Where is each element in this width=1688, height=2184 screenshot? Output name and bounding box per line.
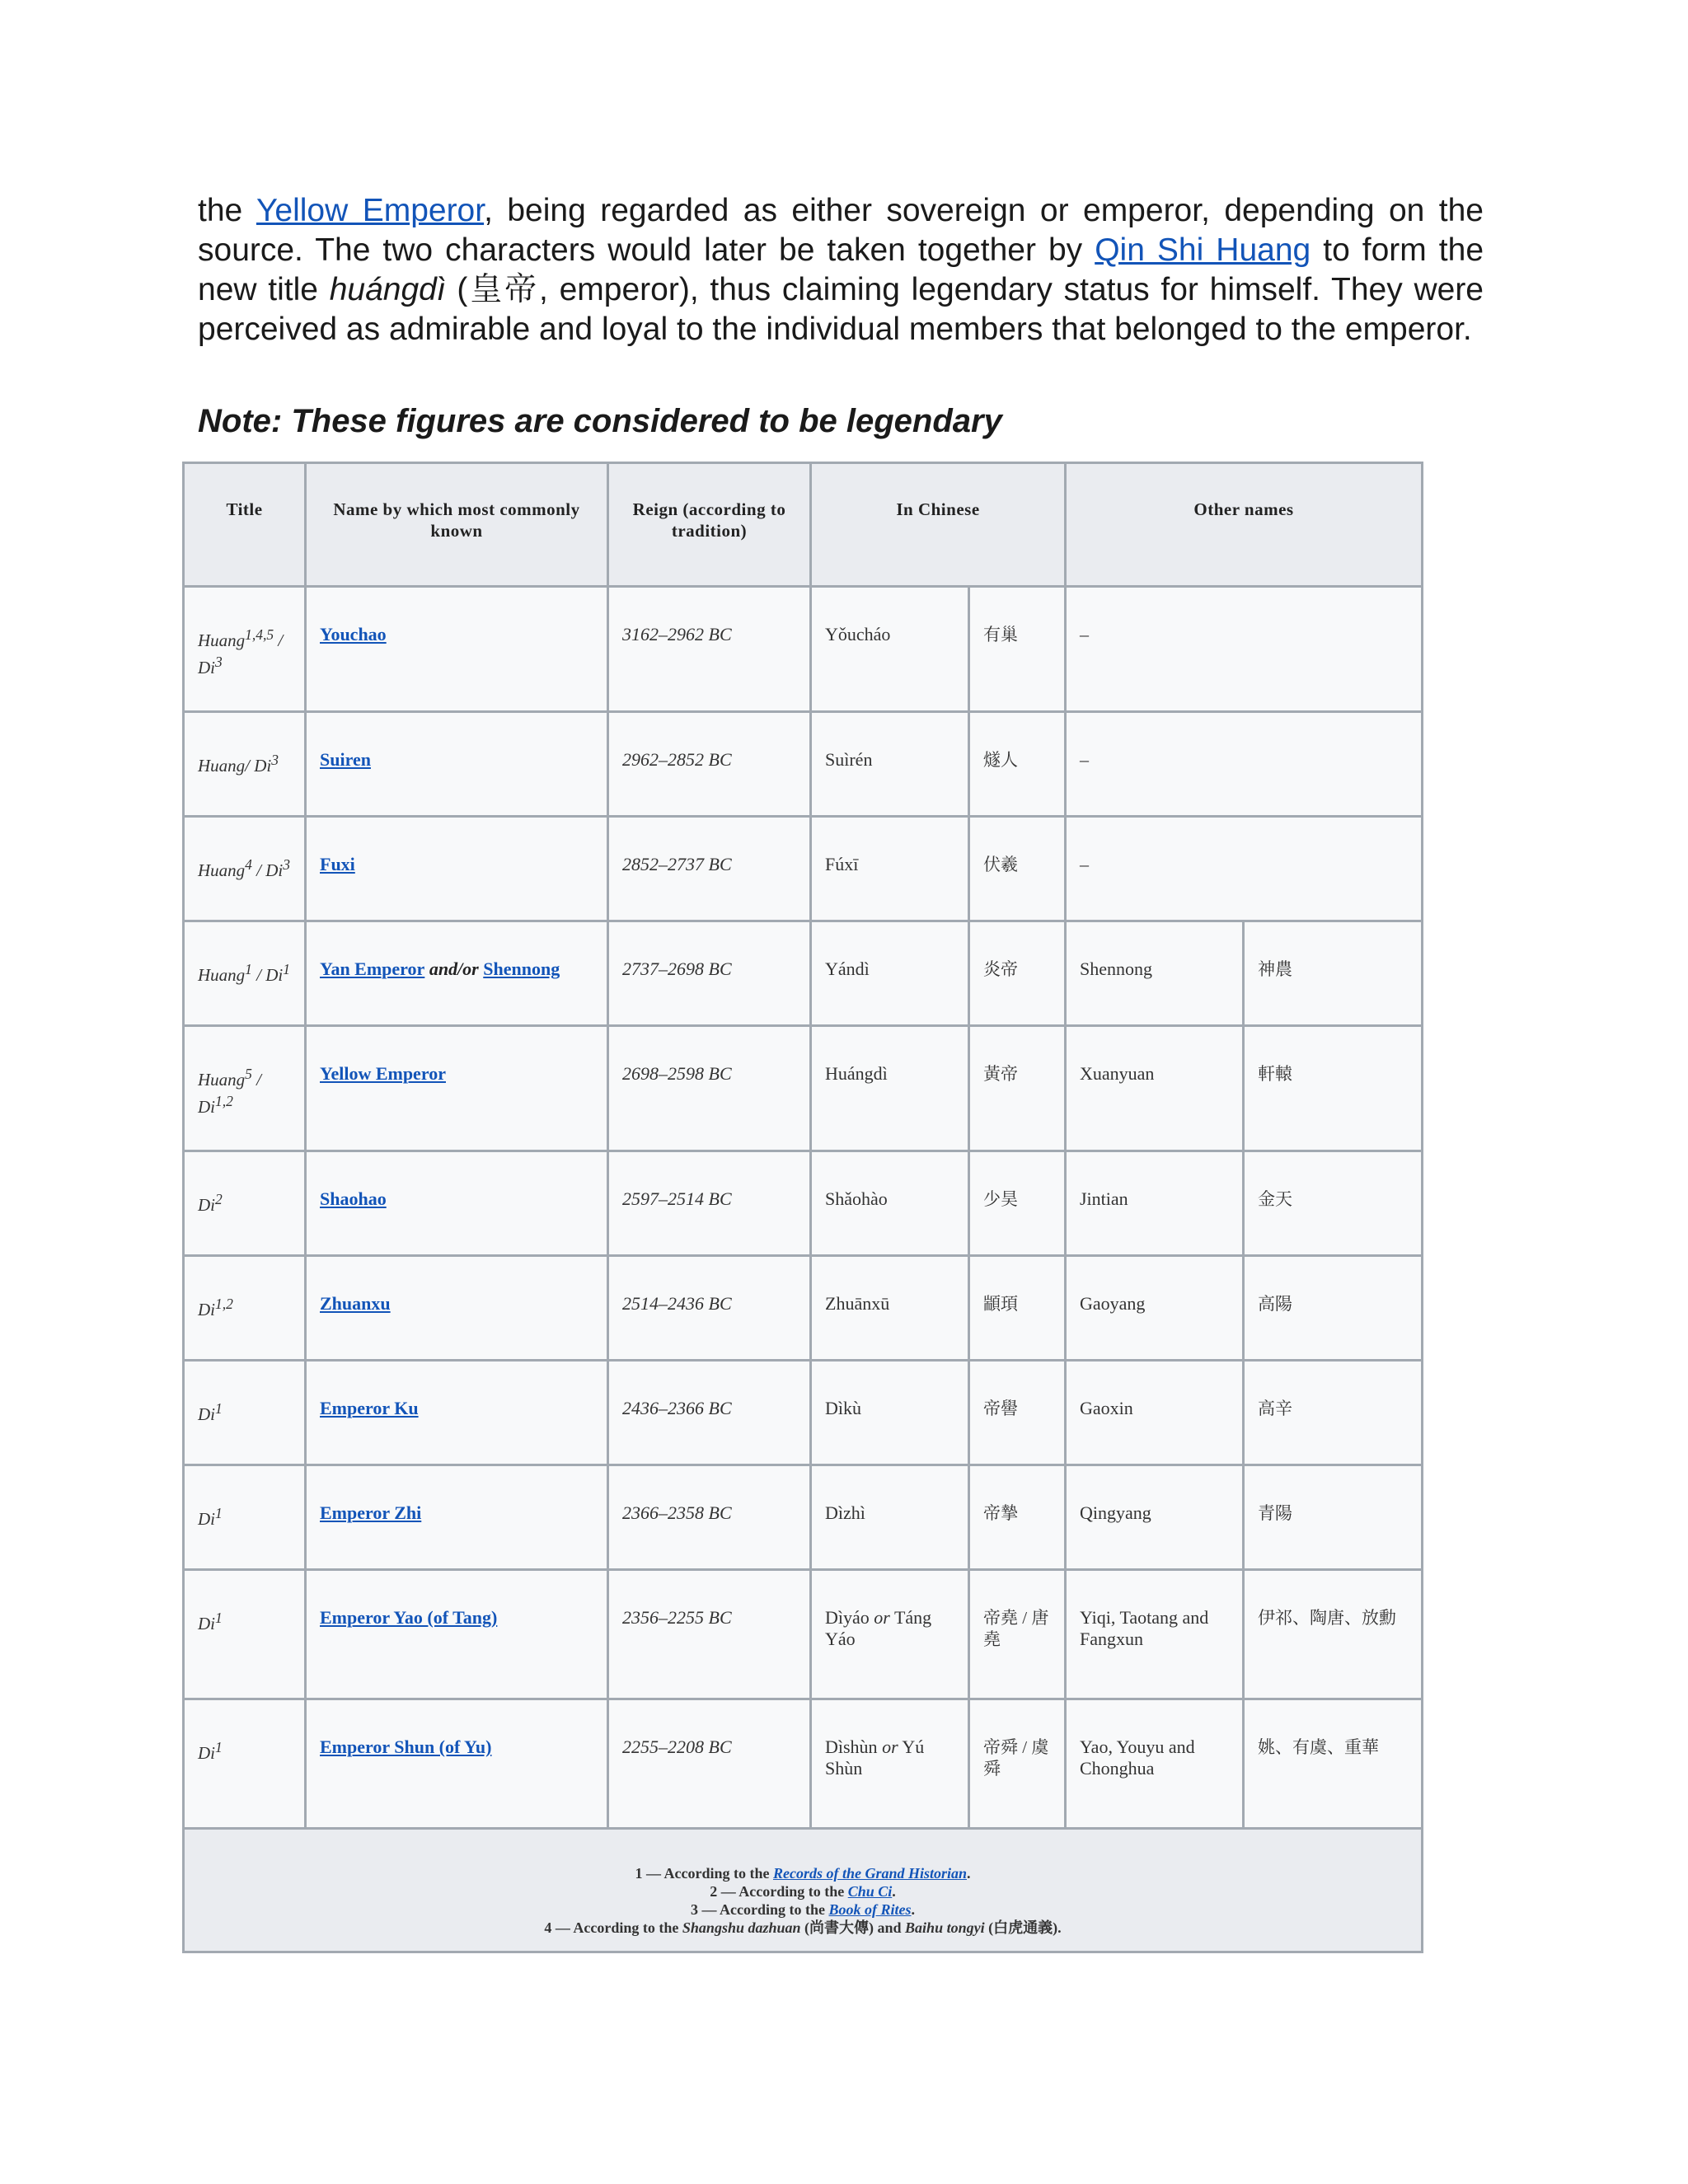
title-cell: Huang/ Di$^3$	[184, 712, 306, 817]
footnote-4-text: 4 — According to the	[544, 1919, 682, 1936]
other-name-cell: Jintian	[1066, 1151, 1244, 1256]
header-title: Title	[184, 463, 306, 587]
hanzi-cell: 炎帝	[969, 921, 1066, 1026]
title-cell: Huang$^5$ / Di$^{1,2}$	[184, 1026, 306, 1151]
huangdi-term: huángdì	[329, 272, 446, 307]
other-hanzi-cell: 高陽	[1244, 1256, 1423, 1361]
header-row	[184, 463, 1423, 587]
header-name: Name by which most commonly known	[306, 463, 608, 587]
pinyin-b: Táng Yáo	[825, 1607, 932, 1649]
other-hanzi-cell: 金天	[1244, 1151, 1423, 1256]
and-or-text: and/or	[429, 958, 479, 979]
other-hanzi-cell: 神農	[1244, 921, 1423, 1026]
emperor-yao-link[interactable]: Emperor Yao (of Tang)	[320, 1607, 498, 1628]
other-names-cell: –	[1066, 817, 1423, 921]
reign-cell: 2698–2598 BC	[608, 1026, 811, 1151]
table-row	[184, 1256, 1423, 1361]
pinyin-cell: Dìkù	[811, 1361, 969, 1465]
footnote-3-text: 3 — According to the	[691, 1901, 829, 1918]
title-cell: Di$^1$	[184, 1361, 306, 1465]
reign-cell: 2962–2852 BC	[608, 712, 811, 817]
table-row	[184, 817, 1423, 921]
other-name-cell: Shennong	[1066, 921, 1244, 1026]
other-hanzi-cell: 高辛	[1244, 1361, 1423, 1465]
pinyin-a: Dìshùn	[825, 1736, 878, 1757]
reign-cell: 2514–2436 BC	[608, 1256, 811, 1361]
qin-shi-huang-link[interactable]: Qin Shi Huang	[1095, 232, 1311, 268]
title-cell: Huang$^4$ / Di$^3$	[184, 817, 306, 921]
pinyin-cell: Suìrén	[811, 712, 969, 817]
other-name-cell: Yiqi, Taotang and Fangxun	[1066, 1570, 1244, 1699]
pinyin-cell	[811, 1570, 969, 1699]
name-cell	[306, 817, 608, 921]
other-name-cell: Xuanyuan	[1066, 1026, 1244, 1151]
pinyin-cell: Yǒucháo	[811, 587, 969, 712]
other-name-cell: Gaoyang	[1066, 1256, 1244, 1361]
emperor-shun-link[interactable]: Emperor Shun (of Yu)	[320, 1736, 492, 1757]
table-row	[184, 1699, 1423, 1829]
pinyin-cell: Yándì	[811, 921, 969, 1026]
table-row	[184, 1465, 1423, 1570]
or-text: or	[874, 1607, 890, 1628]
emperor-zhi-link[interactable]: Emperor Zhi	[320, 1502, 422, 1523]
reign-cell: 2436–2366 BC	[608, 1361, 811, 1465]
title-cell: Di$^1$	[184, 1570, 306, 1699]
suiren-link[interactable]: Suiren	[320, 749, 371, 770]
title-cell: Di$^1$	[184, 1465, 306, 1570]
shangshu-hanzi: (尚書大傳)	[804, 1919, 874, 1936]
shaohao-link[interactable]: Shaohao	[320, 1188, 387, 1209]
name-cell	[306, 712, 608, 817]
pinyin-cell: Fúxī	[811, 817, 969, 921]
hanzi-cell: 伏羲	[969, 817, 1066, 921]
footnote-4: 4 — According to the Shangshu dazhuan (尚書大傳) and Baihu tongyi (白虎通義).	[544, 1919, 1062, 1936]
name-cell	[306, 1361, 608, 1465]
header-other-names: Other names	[1066, 463, 1423, 587]
chu-ci-link[interactable]: Chu Ci	[847, 1883, 893, 1900]
pinyin-cell	[811, 1699, 969, 1829]
name-cell	[306, 1465, 608, 1570]
hanzi-cell: 少昊	[969, 1151, 1066, 1256]
hanzi-cell: 帝堯 / 唐堯	[969, 1570, 1066, 1699]
pinyin-cell: Shǎohào	[811, 1151, 969, 1256]
shangshu-dazhuan-text: Shangshu dazhuan	[682, 1919, 801, 1936]
footnotes-cell	[184, 1829, 1423, 1952]
reign-cell: 2597–2514 BC	[608, 1151, 811, 1256]
other-hanzi-cell: 伊祁、陶唐、放勳	[1244, 1570, 1423, 1699]
name-cell	[306, 1699, 608, 1829]
reign-cell: 2852–2737 BC	[608, 817, 811, 921]
name-cell	[306, 1256, 608, 1361]
reign-cell: 2255–2208 BC	[608, 1699, 811, 1829]
intro-paragraph	[198, 191, 1484, 349]
baihu-hanzi: (白虎通義)	[988, 1919, 1058, 1936]
intro-text-2: , being regarded as either sovereign or emperor, depending on the source. The two characters would later be taken together by	[198, 193, 1484, 268]
hanzi-cell: 帝嚳	[969, 1361, 1066, 1465]
baihu-tongyi-text: Baihu tongyi	[905, 1919, 985, 1936]
yellow-emperor-row-link[interactable]: Yellow Emperor	[320, 1063, 446, 1084]
name-cell	[306, 921, 608, 1026]
name-cell	[306, 1026, 608, 1151]
hanzi-cell: 燧人	[969, 712, 1066, 817]
records-grand-historian-link[interactable]: Records of the Grand Historian	[772, 1865, 967, 1882]
yan-emperor-link[interactable]: Yan Emperor	[320, 958, 425, 979]
pinyin-a: Dìyáo	[825, 1607, 870, 1628]
pinyin-b: Yú Shùn	[825, 1736, 925, 1779]
hanzi-cell: 帝摯	[969, 1465, 1066, 1570]
title-cell: Di$^1$	[184, 1699, 306, 1829]
other-name-cell: Gaoxin	[1066, 1361, 1244, 1465]
pinyin-cell: Zhuānxū	[811, 1256, 969, 1361]
table-row	[184, 1570, 1423, 1699]
yellow-emperor-link[interactable]: Yellow Emperor	[256, 193, 485, 228]
name-cell	[306, 1151, 608, 1256]
other-name-cell: Yao, Youyu and Chonghua	[1066, 1699, 1244, 1829]
footnote-row	[184, 1829, 1423, 1952]
table-row	[184, 921, 1423, 1026]
footnote-2-text: 2 — According to the	[710, 1883, 848, 1900]
header-chinese: In Chinese	[811, 463, 1066, 587]
book-of-rites-link[interactable]: Book of Rites	[828, 1901, 912, 1918]
header-reign: Reign (according to tradition)	[608, 463, 811, 587]
reign-cell: 2366–2358 BC	[608, 1465, 811, 1570]
emperor-ku-link[interactable]: Emperor Ku	[320, 1398, 419, 1418]
table-row	[184, 712, 1423, 817]
other-names-cell: –	[1066, 587, 1423, 712]
reign-cell: 2356–2255 BC	[608, 1570, 811, 1699]
table-row	[184, 1361, 1423, 1465]
title-cell: Di$^{1,2}$	[184, 1256, 306, 1361]
title-cell: Di$^2$	[184, 1151, 306, 1256]
other-hanzi-cell: 軒轅	[1244, 1026, 1423, 1151]
other-hanzi-cell: 姚、有虞、重華	[1244, 1699, 1423, 1829]
reign-cell: 3162–2962 BC	[608, 587, 811, 712]
and-text: and	[877, 1919, 902, 1936]
zhuanxu-link[interactable]: Zhuanxu	[320, 1293, 391, 1314]
hanzi-cell: 帝舜 / 虞舜	[969, 1699, 1066, 1829]
hanzi-cell: 有巢	[969, 587, 1066, 712]
hanzi-cell: 黃帝	[969, 1026, 1066, 1151]
footnote-3: 3 — According to the Book of Rites.	[691, 1901, 915, 1918]
title-cell: Huang$^1$ / Di$^1$	[184, 921, 306, 1026]
intro-text-1: the	[198, 193, 256, 228]
table-row	[184, 587, 1423, 712]
reign-cell: 2737–2698 BC	[608, 921, 811, 1026]
footnote-2: 2 — According to the Chu Ci.	[710, 1883, 896, 1900]
other-names-cell: –	[1066, 712, 1423, 817]
table-row	[184, 1026, 1423, 1151]
footnote-1: 1 — According to the Records of the Grand Historian.	[635, 1865, 971, 1882]
other-name-cell: Qingyang	[1066, 1465, 1244, 1570]
rulers-table	[182, 462, 1423, 1953]
title-cell: Huang$^{1,4,5}$ / Di$^3$	[184, 587, 306, 712]
legendary-note: Note: These figures are considered to be legendary	[198, 403, 1002, 439]
or-text: or	[882, 1736, 898, 1757]
name-cell	[306, 587, 608, 712]
name-cell	[306, 1570, 608, 1699]
fuxi-link[interactable]: Fuxi	[320, 854, 355, 874]
hanzi-cell: 顓頊	[969, 1256, 1066, 1361]
youchao-link[interactable]: Youchao	[320, 624, 387, 644]
pinyin-cell: Dìzhì	[811, 1465, 969, 1570]
intro-text-3: to form the new title	[198, 232, 1484, 307]
footnote-1-text: 1 — According to the	[635, 1865, 773, 1882]
shennong-link[interactable]: Shennong	[483, 958, 560, 979]
other-hanzi-cell: 青陽	[1244, 1465, 1423, 1570]
table-row	[184, 1151, 1423, 1256]
intro-text-4: (皇帝, emperor), thus claiming legendary status for himself. They were perceived as admirable and loyal to the individual members that belonged to the emperor.	[198, 272, 1484, 347]
pinyin-cell: Huángdì	[811, 1026, 969, 1151]
